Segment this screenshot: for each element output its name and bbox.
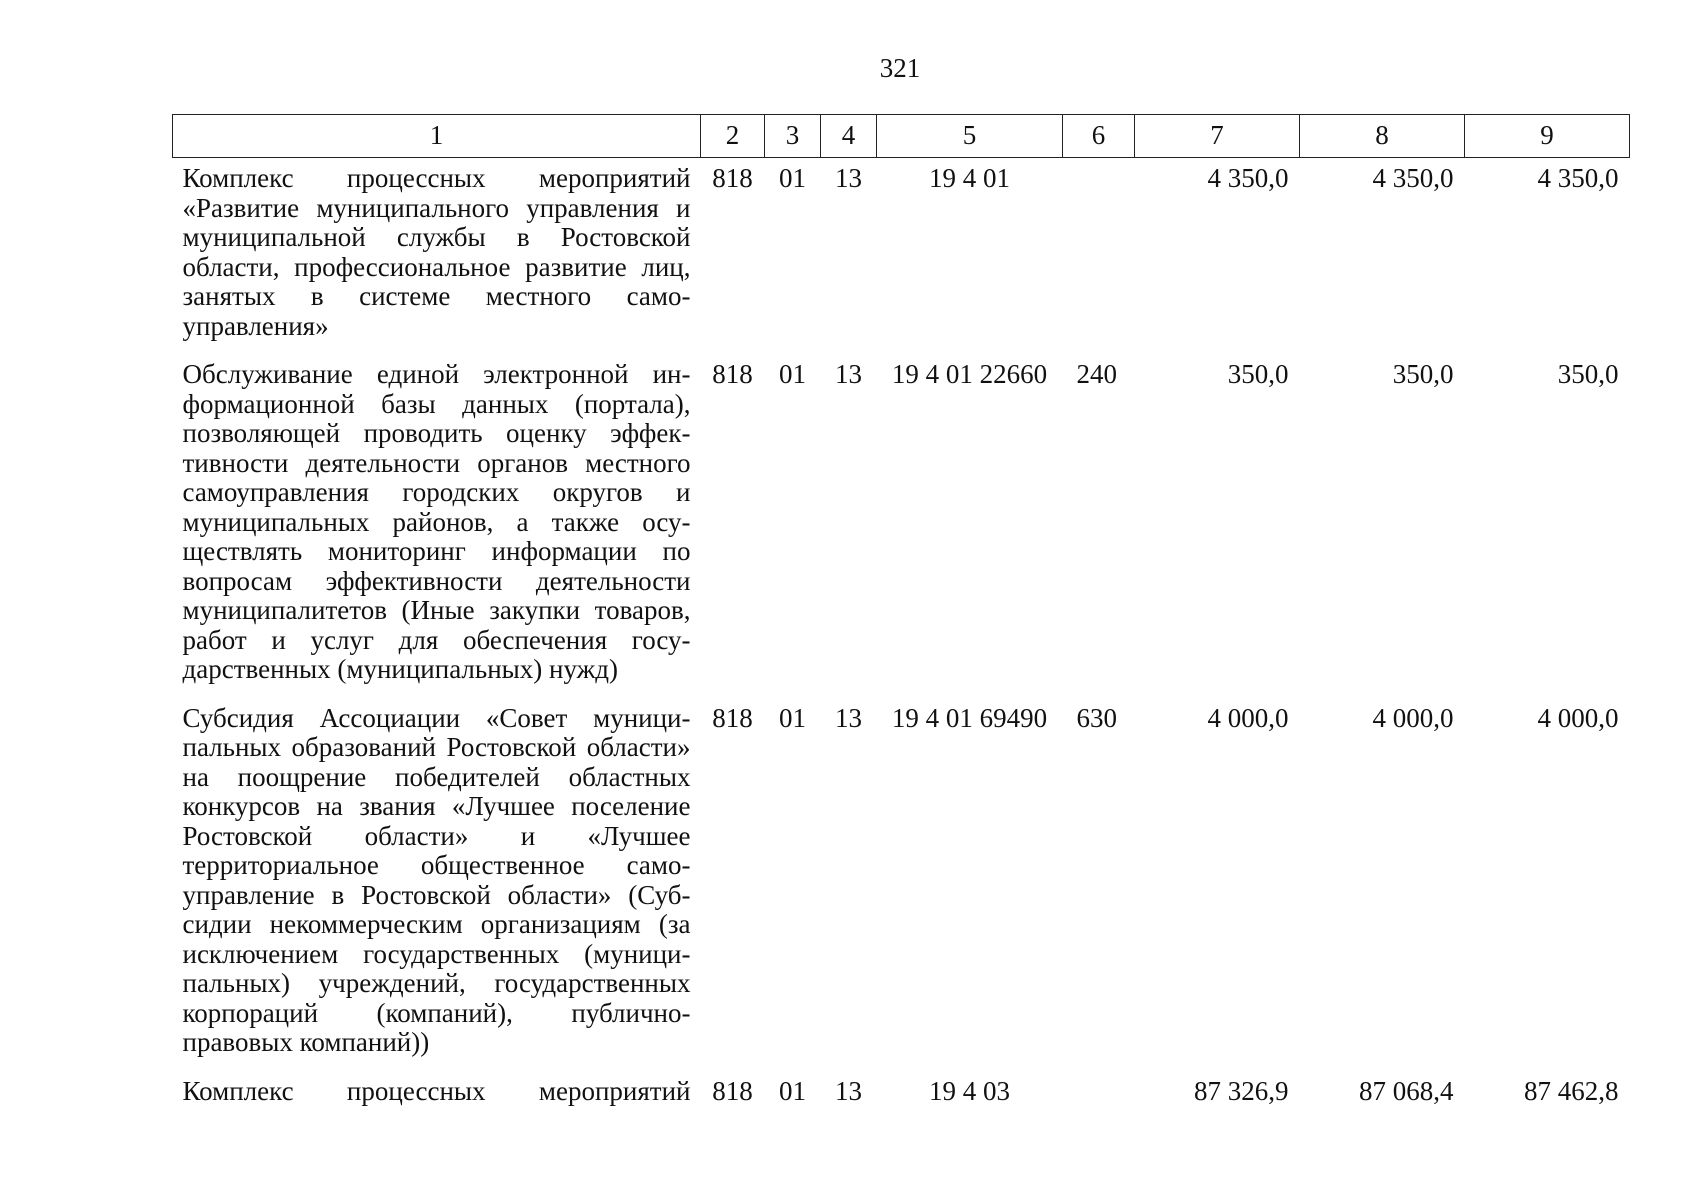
target-article: 19 4 01: [929, 163, 1010, 193]
expense-type: [1063, 158, 1135, 355]
subsection-code: 13: [835, 702, 862, 733]
expense-type: [1063, 1071, 1135, 1107]
table-header-row: [173, 115, 1630, 158]
header-col-5: 5: [877, 115, 1063, 158]
row-name: Обслуживание единой электронной информационной базы данных (портала), позволяющей проводить оценку эффективности деятельности органов местного самоуправления городских округов и муниципальных районов, а также осуществлять мониторинг информации по вопросам эффективности деятельности муниципалитетов (Иные закупки товаров, работ и услуг для обеспечения государственных (муниципальных) нужд): [182, 359, 691, 684]
page-number: 321: [879, 53, 921, 83]
header-col-6: 6: [1063, 115, 1135, 158]
row-name: Комплекс процессных мероприятий «Развитие муниципального управления и муниципальной службы в Ростовской области, профессиональное развитие лиц, занятых в системе местного самоуправления»: [182, 163, 691, 341]
section-code: 01: [779, 702, 806, 733]
header-col-3: 3: [765, 115, 821, 158]
sum-col-7: 350,0: [1227, 359, 1289, 389]
header-col-4: 4: [821, 115, 877, 158]
sum-col-9: 350,0: [1557, 359, 1619, 389]
header-col-1: 1: [173, 115, 701, 158]
row-name: Субсидия Ассоциации «Совет муниципальных образований Ростовской области» на поощрение победителей областных конкурсов на звания «Лучшее поселение Ростовской области» и «Лучшее территориальное общественное самоуправление в Ростовской области» (Субсидии некоммерческим организациям (за исключением государственных (муниципальных) учреждений, государственных корпораций (компаний), публично-правовых компаний)): [182, 702, 691, 1057]
sum-col-8: 4 350,0: [1372, 163, 1454, 193]
ministry-code: 818: [712, 702, 753, 733]
section-code: 01: [779, 1075, 806, 1106]
table-row: [173, 158, 1630, 355]
subsection-code: 13: [835, 1075, 862, 1106]
table-row: [173, 1071, 1630, 1107]
expense-type: 630: [1076, 702, 1117, 733]
table-row: [173, 698, 1630, 1071]
ministry-code: 818: [712, 1075, 753, 1106]
target-article: 19 4 01 22660: [891, 359, 1048, 389]
sum-col-7: 4 350,0: [1207, 163, 1289, 193]
sum-col-9: 4 000,0: [1537, 702, 1619, 733]
budget-table: [172, 114, 1630, 1106]
header-col-8: 8: [1300, 115, 1465, 158]
subsection-code: 13: [835, 359, 862, 389]
section-code: 01: [779, 359, 806, 389]
row-name: Комплекс процессных мероприятий: [182, 1075, 691, 1106]
sum-col-8: 87 068,4: [1359, 1075, 1454, 1106]
header-col-7: 7: [1135, 115, 1300, 158]
sum-col-7: 87 326,9: [1194, 1075, 1289, 1106]
sum-col-9: 87 462,8: [1524, 1075, 1619, 1106]
expense-type: 240: [1076, 359, 1117, 389]
table-row: [173, 354, 1630, 698]
sum-col-7: 4 000,0: [1207, 702, 1289, 733]
ministry-code: 818: [712, 163, 753, 193]
target-article: 19 4 01 69490: [891, 702, 1048, 733]
header-col-2: 2: [701, 115, 765, 158]
section-code: 01: [779, 163, 806, 193]
sum-col-8: 4 000,0: [1372, 702, 1454, 733]
ministry-code: 818: [712, 359, 753, 389]
subsection-code: 13: [835, 163, 862, 193]
sum-col-8: 350,0: [1392, 359, 1454, 389]
header-col-9: 9: [1465, 115, 1630, 158]
sum-col-9: 4 350,0: [1537, 163, 1619, 193]
target-article: 19 4 03: [929, 1075, 1010, 1106]
